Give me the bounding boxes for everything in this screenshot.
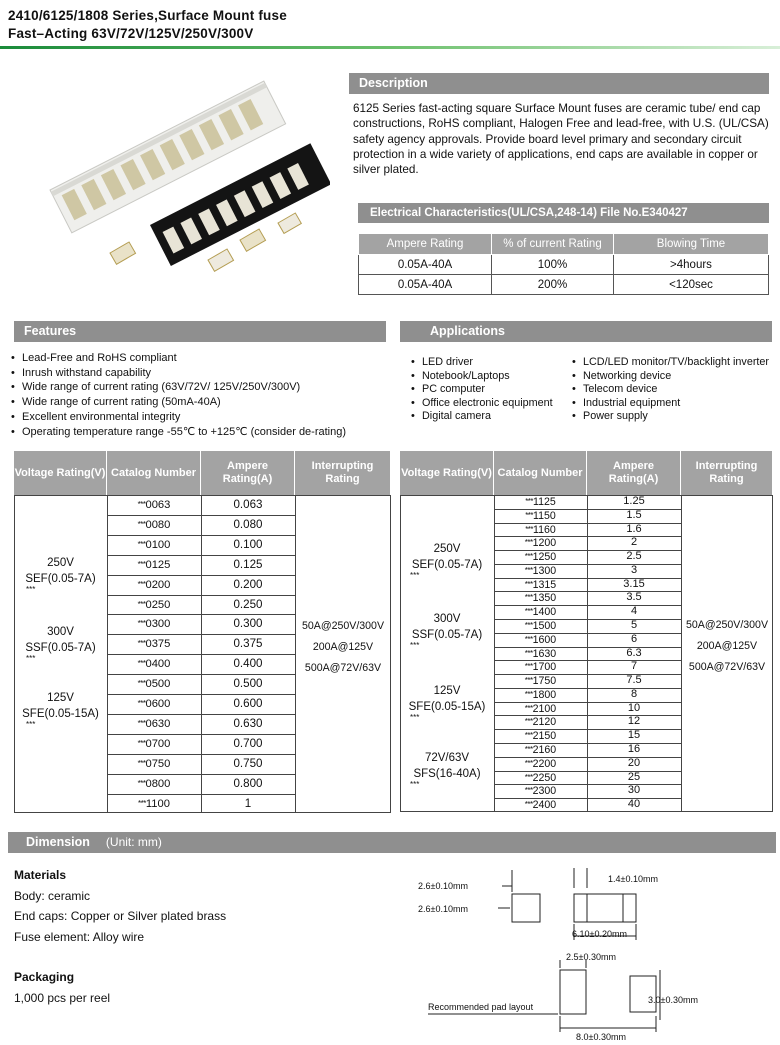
ampere-rating: 1.25	[623, 495, 645, 507]
table-cell: 0.05A-40A	[359, 255, 492, 275]
column-divider	[681, 495, 682, 812]
catalog-prefix: ***	[524, 731, 533, 741]
dim-label-c: 1.4±0.10mm	[608, 874, 658, 884]
catalog-prefix: ***	[137, 659, 146, 669]
column-header: Blowing Time	[614, 234, 769, 255]
catalog-prefix: ***	[137, 718, 146, 728]
list-item: • Power supply	[571, 410, 769, 424]
column-header: Voltage Rating(V)	[400, 451, 494, 495]
packaging-text: 1,000 pcs per reel	[14, 991, 111, 1005]
voltage-stars: ***	[26, 585, 36, 594]
catalog-prefix: ***	[524, 538, 533, 548]
catalog-prefix: ***	[137, 559, 146, 569]
dim-label-f: 3.0±0.30mm	[648, 995, 698, 1005]
ampere-rating: 0.100	[233, 537, 263, 551]
ampere-rating: 0.125	[233, 557, 263, 571]
ampere-rating: 30	[627, 784, 641, 797]
catalog-prefix: ***	[138, 798, 146, 808]
list-item: • Lead-Free and RoHS compliant	[10, 351, 346, 366]
voltage-type: SEF(0.05-7A)	[411, 559, 483, 571]
list-item: • Telecom device	[571, 383, 769, 397]
ampere-rating: 0.630	[233, 716, 263, 730]
catalog-number-text: 1600	[532, 633, 557, 646]
catalog-number-text: 0125	[145, 558, 171, 571]
catalog-number-text: 0375	[145, 638, 171, 651]
voltage-value: 125V	[47, 692, 74, 704]
column-header: Ampere Rating(A)	[201, 451, 295, 495]
catalog-number	[107, 614, 201, 634]
ampere-rating: 0.200	[233, 577, 263, 591]
interrupting-rating: 500A@72V/63V	[688, 661, 766, 673]
ampere-rating: 0.250	[233, 597, 263, 611]
catalog-number	[494, 550, 587, 564]
title-rule	[0, 46, 780, 49]
applications-heading: Applications	[400, 321, 772, 342]
materials-heading: Materials	[14, 868, 67, 882]
catalog-number-text: 2160	[532, 744, 557, 757]
catalog-number-text: 0100	[145, 538, 171, 551]
catalog-number-text: 0080	[145, 518, 171, 531]
catalog-number-text: 1160	[533, 523, 556, 536]
dim-label-b: 2.6±0.10mm	[418, 904, 468, 914]
list-item: • Operating temperature range -55℃ to +125℃ (consider de-rating)	[10, 425, 346, 440]
page-title: 2410/6125/1808 Series,Surface Mount fuse	[8, 8, 287, 23]
catalog-prefix: ***	[524, 745, 533, 755]
description-text: 6125 Series fast-acting square Surface Mount fuses are ceramic tube/ end cap constructions, RoHS compliant, Halogen Free and lead-free, with U.S. (UL/CSA) safety agency approvals. Provide board level primary and secondary circuit protection in a wide variety of applications, end caps are available in copper or silver plated.	[353, 102, 769, 177]
dimension-unit: (Unit: mm)	[105, 835, 162, 849]
dimension-title: Dimension	[26, 835, 90, 849]
catalog-number	[107, 555, 201, 575]
ampere-rating: 25	[627, 770, 641, 783]
list-item: • LCD/LED monitor/TV/backlight inverter	[571, 356, 769, 370]
catalog-number-text: 0800	[145, 777, 171, 790]
voltage-value: 125V	[433, 685, 461, 697]
interrupting-rating: 50A@250V/300V	[685, 619, 769, 631]
ampere-rating: 40	[627, 798, 641, 811]
catalog-number-text: 1750	[532, 675, 557, 688]
electrical-table	[358, 233, 769, 295]
ampere-rating: 7.5	[626, 674, 642, 687]
ampere-rating: 0.600	[233, 697, 263, 710]
catalog-number-text: 1315	[532, 578, 557, 591]
list-item: • Notebook/Laptops	[410, 370, 553, 384]
applications-list-2	[571, 356, 769, 424]
ampere-rating: 3	[630, 563, 638, 576]
catalog-prefix: ***	[524, 676, 533, 686]
catalog-prefix: ***	[137, 778, 146, 788]
catalog-number	[494, 605, 587, 619]
catalog-number-text: 1150	[533, 509, 556, 522]
column-divider	[295, 495, 296, 813]
ampere-rating: 15	[627, 729, 641, 742]
dimension-drawing	[410, 862, 710, 1042]
ampere-rating: 6	[630, 632, 638, 645]
electrical-heading: Electrical Characteristics(UL/CSA,248-14) File No.E340427	[358, 203, 769, 223]
page-subtitle: Fast–Acting 63V/72V/125V/250V/300V	[8, 26, 254, 41]
ampere-rating: 16	[627, 743, 641, 756]
ampere-rating: 0.800	[233, 776, 263, 790]
voltage-stars: ***	[410, 780, 420, 789]
voltage-value: 300V	[47, 626, 74, 638]
catalog-number	[494, 784, 587, 798]
catalog-number-text: 2300	[532, 785, 557, 798]
ampere-rating: 0.063	[233, 498, 263, 511]
catalog-number	[494, 495, 587, 509]
catalog-number	[494, 564, 587, 578]
ampere-rating: 0.700	[233, 736, 263, 750]
catalog-prefix: ***	[137, 639, 146, 649]
dim-label-g: 8.0±0.30mm	[576, 1032, 626, 1042]
catalog-number	[107, 794, 201, 814]
catalog-prefix: ***	[524, 717, 533, 727]
catalog-prefix: ***	[525, 524, 534, 534]
catalog-number-text: 2120	[532, 716, 557, 729]
catalog-number-text: 1125	[533, 496, 556, 508]
catalog-number-text: 1200	[532, 537, 557, 550]
catalog-number-text: 1700	[532, 661, 557, 674]
table-cell: 200%	[492, 275, 614, 295]
voltage-type: SFE(0.05-15A)	[408, 701, 486, 713]
list-item: • Wide range of current rating (50mA-40A)	[10, 395, 346, 410]
ampere-rating: 6.3	[626, 646, 642, 659]
voltage-type: SSF(0.05-7A)	[25, 642, 96, 654]
interrupting-rating: 200A@125V	[312, 641, 374, 653]
catalog-number	[107, 595, 201, 615]
catalog-number	[107, 634, 201, 654]
catalog-number-text: 2150	[532, 730, 557, 743]
catalog-number-text: 0250	[145, 598, 171, 611]
list-item: • Office electronic equipment	[410, 397, 553, 411]
catalog-number	[494, 591, 587, 605]
voltage-stars: ***	[26, 654, 36, 663]
column-header: Catalog Number	[494, 451, 587, 495]
voltage-value: 72V/63V	[424, 752, 470, 764]
list-item: • Excellent environmental integrity	[10, 410, 346, 425]
catalog-number-text: 0063	[145, 499, 171, 511]
column-header: Interrupting Rating	[295, 451, 391, 495]
voltage-stars: ***	[410, 713, 420, 722]
voltage-type: SSF(0.05-7A)	[411, 629, 483, 641]
table-cell: 0.05A-40A	[359, 275, 492, 295]
column-header: Interrupting Rating	[681, 451, 773, 495]
ampere-rating: 4	[630, 605, 638, 618]
catalog-prefix: ***	[137, 599, 146, 609]
catalog-number	[494, 715, 587, 729]
catalog-number	[107, 535, 201, 555]
interrupting-rating: 50A@250V/300V	[301, 620, 385, 632]
catalog-prefix: ***	[137, 500, 146, 509]
catalog-number	[107, 754, 201, 774]
catalog-number	[494, 771, 587, 785]
list-item: • Wide range of current rating (63V/72V/ 125V/250V/300V)	[10, 380, 346, 395]
catalog-number-text: 1500	[532, 620, 557, 633]
description-heading: Description	[349, 73, 769, 94]
ampere-rating: 0.375	[233, 637, 263, 651]
catalog-prefix: ***	[524, 758, 533, 768]
catalog-number	[107, 714, 201, 734]
dim-label-e: 2.5±0.30mm	[566, 952, 616, 962]
catalog-number-text: 1250	[532, 551, 557, 564]
ampere-rating: 3.5	[626, 591, 642, 604]
catalog-prefix: ***	[524, 800, 533, 810]
ampere-rating: 5	[630, 619, 638, 632]
catalog-prefix: ***	[137, 519, 146, 529]
catalog-number	[494, 688, 587, 702]
catalog-number	[494, 660, 587, 674]
table-cell: <120sec	[614, 275, 769, 295]
catalog-number	[494, 757, 587, 771]
catalog-number-text: 0500	[145, 678, 171, 691]
catalog-number-text: 2400	[532, 799, 557, 812]
catalog-number-text: 1630	[532, 647, 557, 660]
catalog-number-text: 1100	[145, 797, 170, 810]
voltage-stars: ***	[410, 571, 420, 580]
table-cell: 100%	[492, 255, 614, 275]
catalog-number-text: 2200	[532, 757, 557, 770]
list-item: • PC computer	[410, 383, 553, 397]
catalog-prefix: ***	[524, 689, 533, 699]
catalog-number	[107, 734, 201, 754]
features-heading: Features	[14, 321, 386, 342]
material-body: Body: ceramic	[14, 889, 91, 903]
catalog-number	[107, 674, 201, 694]
catalog-number	[494, 647, 587, 661]
voltage-type: SEF(0.05-7A)	[25, 573, 96, 585]
catalog-number	[494, 523, 587, 537]
catalog-prefix: ***	[137, 539, 146, 549]
voltage-stars: ***	[410, 641, 420, 650]
column-header: Ampere Rating	[359, 234, 492, 255]
catalog-number	[107, 575, 201, 595]
ampere-rating: 1.6	[626, 522, 642, 535]
column-header: Ampere Rating(A)	[587, 451, 681, 495]
list-item: • Inrush withstand capability	[10, 366, 346, 381]
column-header: Voltage Rating(V)	[14, 451, 107, 495]
column-header: % of current Rating	[492, 234, 614, 255]
catalog-number	[494, 798, 587, 812]
voltage-value: 300V	[433, 613, 461, 625]
catalog-prefix: ***	[137, 758, 146, 768]
catalog-number-text: 0750	[145, 757, 171, 770]
catalog-number	[107, 774, 201, 794]
voltage-stars: ***	[26, 720, 36, 729]
catalog-number	[494, 633, 587, 647]
catalog-prefix: ***	[525, 510, 534, 520]
catalog-number	[494, 674, 587, 688]
ampere-rating: 10	[627, 701, 641, 714]
catalog-number	[494, 536, 587, 550]
catalog-number-text: 0600	[145, 698, 171, 710]
catalog-prefix: ***	[137, 579, 146, 589]
list-item: • Networking device	[571, 370, 769, 384]
voltage-value: 250V	[47, 557, 74, 569]
catalog-number	[107, 694, 201, 714]
catalog-number	[494, 509, 587, 523]
ampere-rating: 0.400	[233, 657, 263, 671]
column-header: Catalog Number	[107, 451, 201, 495]
catalog-number	[494, 729, 587, 743]
catalog-number-text: 0300	[145, 618, 171, 631]
catalog-number-text: 1300	[532, 564, 557, 577]
catalog-prefix: ***	[524, 703, 533, 713]
pad-layout-label: Recommended pad layout	[428, 1002, 534, 1012]
catalog-number-text: 1350	[532, 592, 557, 605]
catalog-number	[107, 515, 201, 535]
dim-label-a: 2.6±0.10mm	[418, 881, 468, 891]
list-item: • Digital camera	[410, 410, 553, 424]
material-element: Fuse element: Alloy wire	[14, 930, 145, 944]
table-cell: >4hours	[614, 255, 769, 275]
catalog-prefix: ***	[524, 607, 533, 617]
catalog-prefix: ***	[137, 679, 146, 689]
catalog-prefix: ***	[524, 579, 533, 589]
catalog-prefix: ***	[524, 648, 533, 658]
catalog-number-text: 1400	[532, 606, 557, 619]
ampere-rating: 7	[630, 660, 638, 673]
catalog-number	[107, 495, 201, 515]
ampere-rating: 12	[627, 715, 641, 728]
catalog-prefix: ***	[524, 634, 533, 644]
catalog-number	[494, 578, 587, 592]
catalog-number-text: 1800	[532, 688, 557, 701]
catalog-number-text: 2100	[532, 702, 557, 715]
catalog-prefix: ***	[525, 497, 534, 506]
ampere-rating: 0.750	[233, 756, 263, 770]
catalog-prefix: ***	[524, 662, 533, 672]
voltage-type: SFS(16-40A)	[413, 768, 481, 780]
table-row	[359, 255, 769, 275]
dim-label-d: 6.10±0.20mm	[572, 929, 627, 939]
catalog-number-text: 0400	[145, 658, 171, 671]
ampere-rating: 1	[244, 796, 252, 810]
ampere-rating: 0.080	[233, 517, 263, 531]
table-row	[359, 275, 769, 295]
interrupting-rating: 500A@72V/63V	[304, 662, 382, 674]
catalog-number	[494, 619, 587, 633]
features-list	[10, 351, 346, 439]
ampere-rating: 0.300	[233, 617, 263, 631]
ampere-rating: 20	[627, 756, 641, 769]
catalog-number	[494, 743, 587, 757]
dimension-heading	[8, 832, 776, 853]
catalog-prefix: ***	[524, 552, 533, 562]
product-image	[40, 75, 330, 275]
catalog-number	[494, 702, 587, 716]
applications-list-1	[410, 356, 553, 424]
ampere-rating: 2.5	[626, 550, 642, 563]
catalog-prefix: ***	[524, 565, 533, 575]
catalog-table-right	[400, 451, 773, 817]
voltage-value: 250V	[433, 543, 461, 555]
catalog-number-text: 0200	[145, 578, 171, 591]
ampere-rating: 8	[630, 687, 638, 700]
catalog-prefix: ***	[524, 786, 533, 796]
material-endcaps: End caps: Copper or Silver plated brass	[14, 909, 227, 923]
ampere-rating: 0.500	[233, 677, 263, 691]
catalog-number-text: 0630	[145, 717, 171, 730]
catalog-prefix: ***	[524, 593, 533, 603]
catalog-prefix: ***	[137, 619, 146, 629]
catalog-number	[107, 654, 201, 674]
voltage-type: SFE(0.05-15A)	[22, 708, 99, 720]
catalog-prefix: ***	[137, 699, 146, 708]
catalog-prefix: ***	[137, 738, 146, 748]
catalog-table-left	[14, 451, 391, 817]
ampere-rating: 3.15	[623, 577, 645, 590]
list-item: • Industrial equipment	[571, 397, 769, 411]
interrupting-rating: 200A@125V	[696, 640, 758, 652]
catalog-number-text: 2250	[532, 771, 557, 784]
catalog-prefix: ***	[524, 772, 533, 782]
catalog-prefix: ***	[524, 621, 533, 631]
packaging-heading: Packaging	[14, 970, 75, 984]
list-item: • LED driver	[410, 356, 553, 370]
ampere-rating: 2	[630, 536, 638, 549]
catalog-number-text: 0700	[145, 737, 171, 750]
ampere-rating: 1.5	[626, 508, 642, 521]
